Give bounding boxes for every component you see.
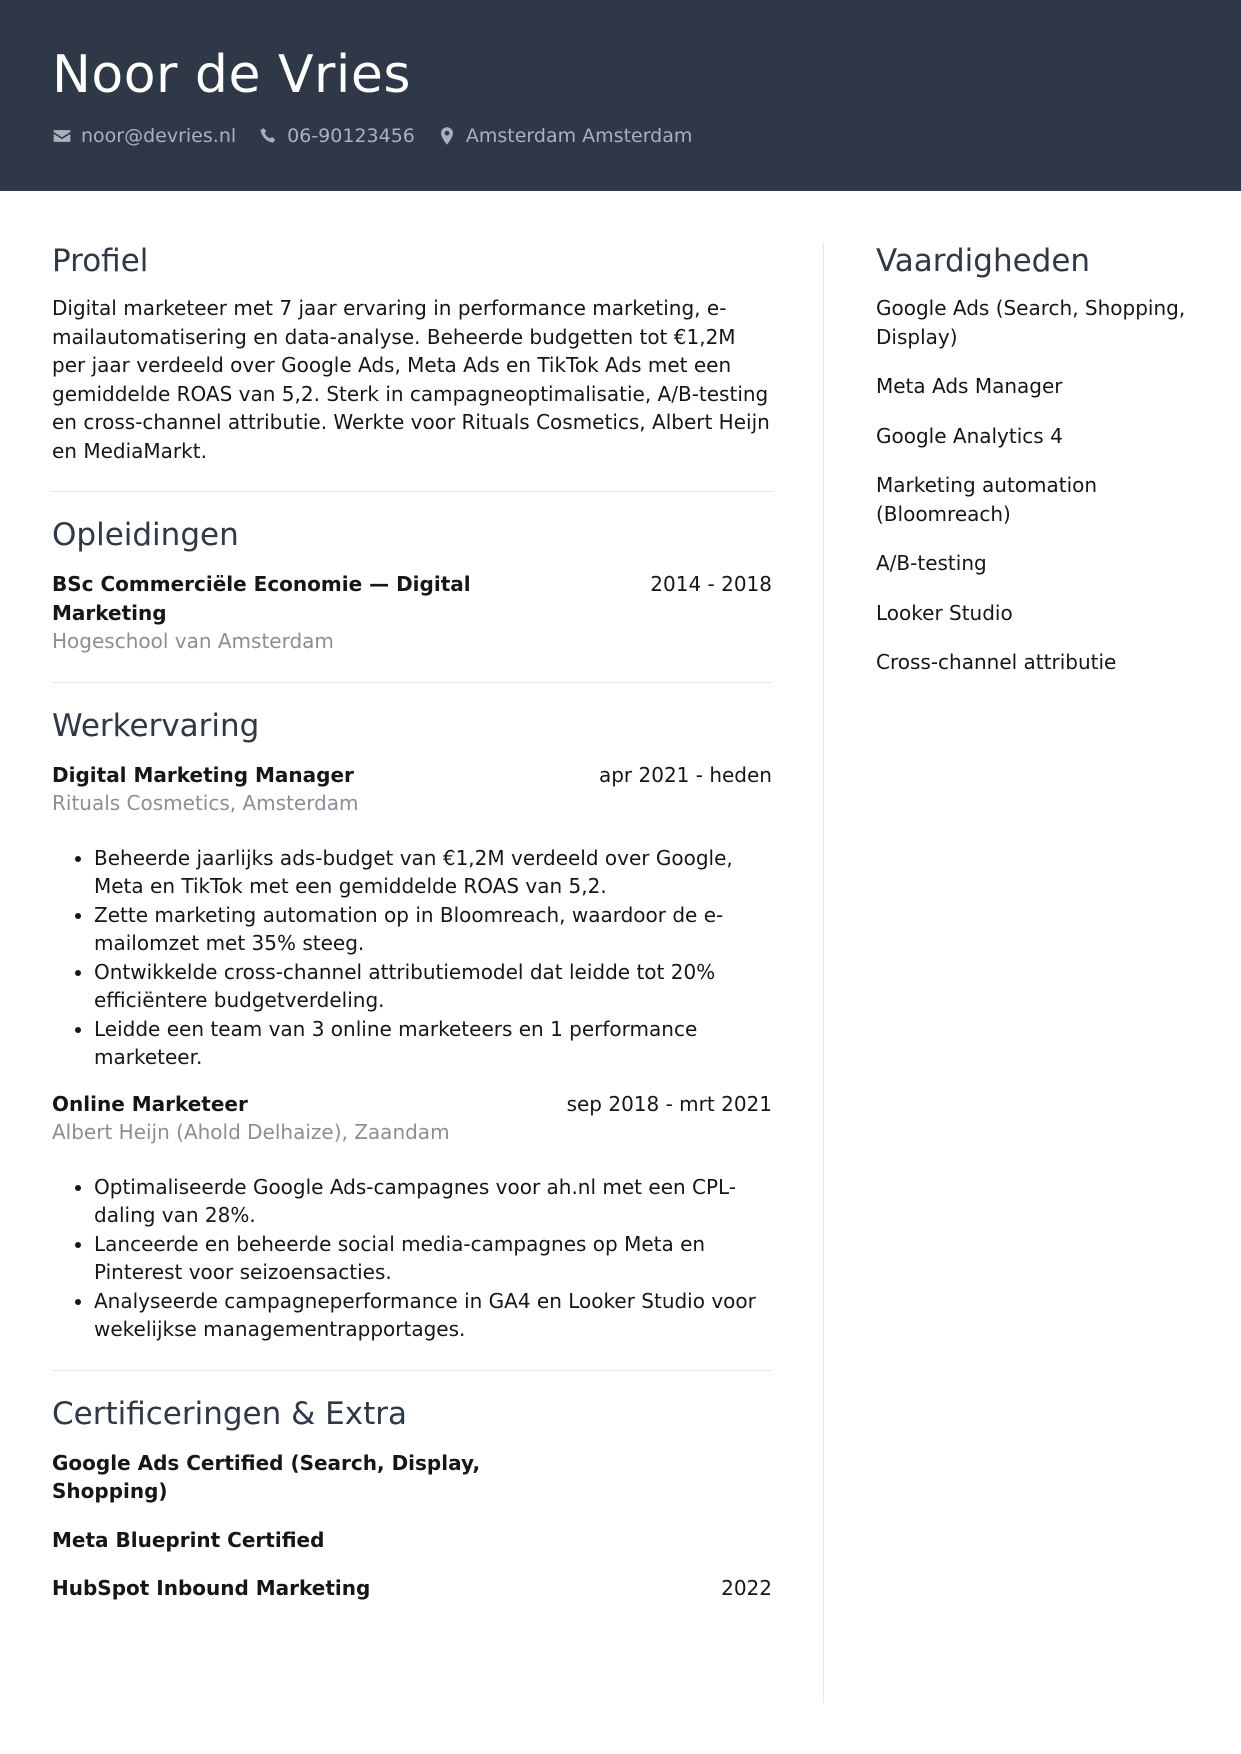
contact-bar bbox=[52, 122, 714, 150]
sidebar-column bbox=[876, 240, 1206, 698]
job-date: sep 2018 - mrt 2021 bbox=[566, 1091, 772, 1116]
job-bullet: • Analyseerde campagneperformance in GA4 en Looker Studio voor wekelijkse managementrapportages. bbox=[94, 1287, 772, 1344]
resume-header bbox=[0, 0, 1241, 191]
certification-title: Meta Blueprint Certified bbox=[52, 1527, 325, 1552]
experience-heading: Werkervaring bbox=[52, 707, 260, 744]
column-divider bbox=[823, 243, 824, 1703]
certification-entry bbox=[52, 1574, 772, 1603]
map-pin-icon bbox=[437, 126, 457, 146]
job-title: Digital Marketing Manager bbox=[52, 762, 354, 787]
skill-item: A/B-testing bbox=[876, 551, 987, 575]
skill-item: Looker Studio bbox=[876, 600, 1013, 625]
contact-email[interactable] bbox=[52, 122, 236, 150]
certification-entry bbox=[52, 1449, 772, 1506]
job-bullet: • Ontwikkelde cross-channel attributiemodel dat leidde tot 20% efficiëntere budgetverdeling. bbox=[94, 958, 772, 1015]
school-name: Hogeschool van Amsterdam bbox=[52, 629, 334, 653]
education-entry bbox=[52, 570, 772, 656]
job-bullets bbox=[52, 844, 772, 1072]
candidate-name: Noor de Vries bbox=[52, 45, 411, 105]
job-title: Online Marketeer bbox=[52, 1091, 248, 1116]
phone-icon bbox=[258, 126, 278, 146]
job-bullet: • Lanceerde en beheerde social media-campagnes op Meta en Pinterest voor seizoensacties. bbox=[94, 1230, 772, 1287]
certifications-heading: Certificeringen & Extra bbox=[52, 1395, 407, 1432]
main-column bbox=[52, 240, 772, 1651]
job-bullet: • Leidde een team van 3 online marketeers en 1 performance marketeer. bbox=[94, 1015, 772, 1072]
job-bullet: • Zette marketing automation op in Bloomreach, waardoor de e-mailomzet met 35% steeg. bbox=[94, 901, 772, 958]
certification-entry bbox=[52, 1526, 772, 1555]
job-bullets bbox=[52, 1173, 772, 1344]
contact-phone[interactable] bbox=[258, 122, 415, 150]
degree-title: BSc Commerciële Economie — Digital Marketing bbox=[52, 572, 471, 625]
job-company: Rituals Cosmetics, Amsterdam bbox=[52, 791, 359, 815]
certification-title: Google Ads Certified (Search, Display, Shopping) bbox=[52, 1450, 481, 1503]
profile-section bbox=[52, 240, 772, 492]
skills-list bbox=[876, 294, 1206, 677]
experience-section bbox=[52, 705, 772, 1371]
education-heading: Opleidingen bbox=[52, 517, 239, 553]
job-bullet: • Optimaliseerde Google Ads-campagnes voor ah.nl met een CPL-daling van 28%. bbox=[94, 1173, 772, 1230]
profile-heading: Profiel bbox=[52, 243, 149, 279]
email-text[interactable]: noor@devries.nl bbox=[81, 125, 237, 147]
job-bullet: • Beheerde jaarlijks ads-budget van €1,2M verdeeld over Google, Meta en TikTok met een gemiddelde ROAS van 5,2. bbox=[94, 844, 772, 901]
skill-item: Google Ads (Search, Shopping, Display) bbox=[876, 296, 1186, 349]
phone-text[interactable]: 06-90123456 bbox=[287, 125, 415, 147]
job-company: Albert Heijn (Ahold Delhaize), Zaandam bbox=[52, 1120, 450, 1144]
job-entry bbox=[52, 761, 772, 1072]
envelope-icon bbox=[52, 126, 72, 146]
certification-title: HubSpot Inbound Marketing bbox=[52, 1576, 371, 1600]
skills-heading: Vaardigheden bbox=[876, 243, 1091, 279]
skill-item: Cross-channel attributie bbox=[876, 650, 1117, 674]
skill-item: Marketing automation (Bloomreach) bbox=[876, 473, 1098, 526]
education-section bbox=[52, 514, 772, 683]
certifications-section bbox=[52, 1393, 772, 1629]
location-text: Amsterdam Amsterdam bbox=[465, 125, 693, 147]
education-date: 2014 - 2018 bbox=[650, 572, 772, 596]
job-entry bbox=[52, 1090, 772, 1344]
skill-item: Meta Ads Manager bbox=[876, 374, 1063, 398]
skill-item: Google Analytics 4 bbox=[876, 423, 1063, 448]
certification-date: 2022 bbox=[721, 1576, 772, 1600]
profile-text: Digital marketeer met 7 jaar ervaring in performance marketing, e-mailautomatisering en data-analyse. Beheerde budgetten tot €1,2M per jaar verdeeld over Google Ads, Meta Ads en TikTok Ads met een gemiddelde ROAS van 5,2. Sterk in campagneoptimalisatie, A/B-testing en cross-channel attributie. Werkte voor Rituals Cosmetics, Albert Heijn en MediaMarkt. bbox=[52, 296, 770, 463]
job-date: apr 2021 - heden bbox=[598, 762, 772, 787]
contact-location bbox=[437, 122, 693, 150]
